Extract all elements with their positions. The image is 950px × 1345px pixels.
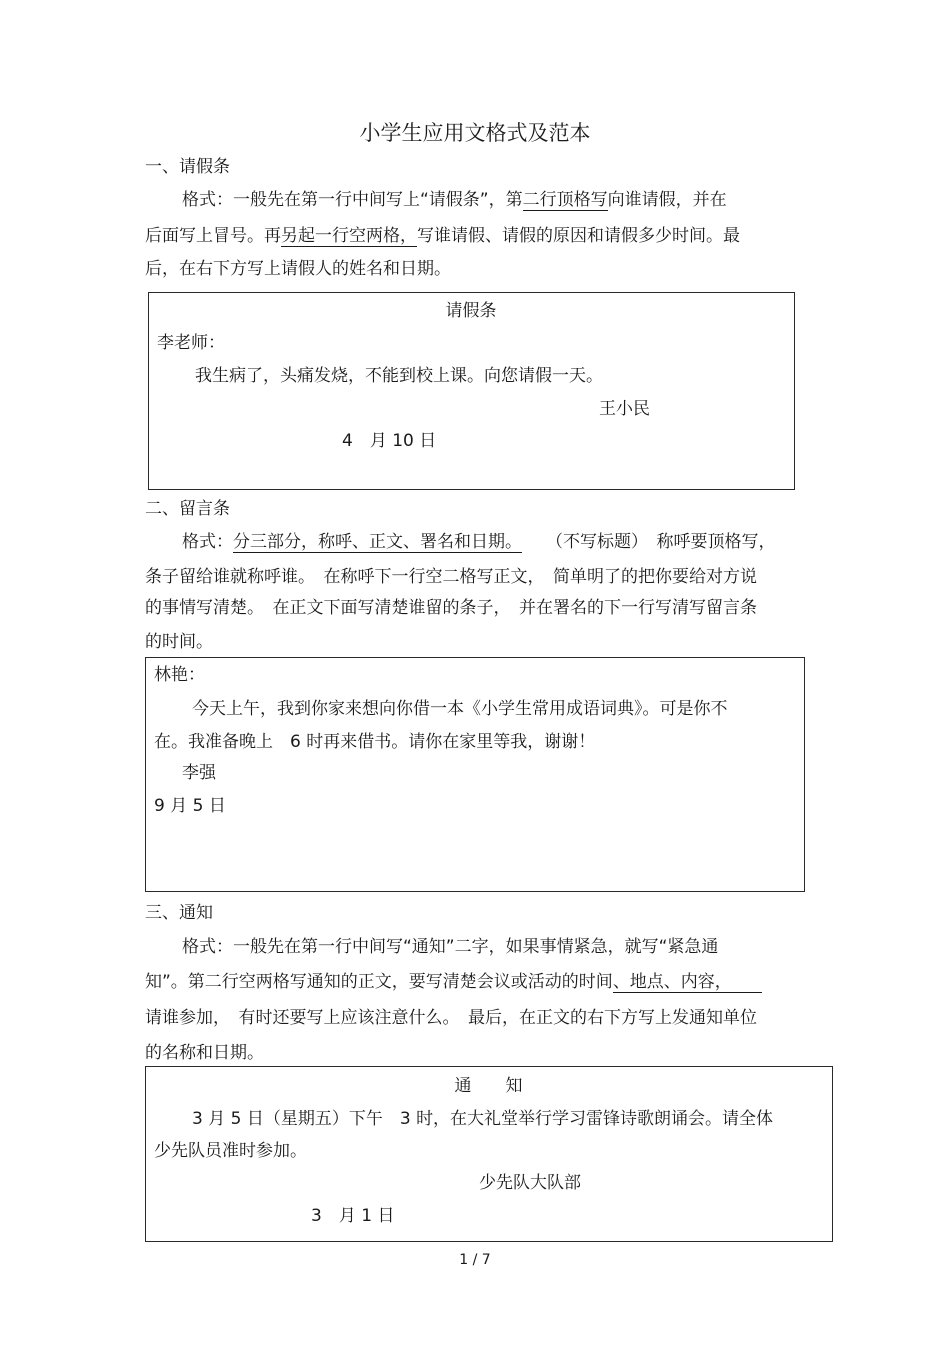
example-body: 少先队员准时参加。 — [154, 1141, 307, 1161]
example-box-message-note — [145, 657, 805, 892]
example-body: 今天上午，我到你家来想向你借一本《小学生常用成语词典》。可是你不 — [192, 699, 728, 719]
format-paragraph-line — [145, 972, 762, 992]
example-salutation: 李老师： — [157, 333, 225, 353]
format-paragraph-line — [182, 190, 727, 210]
format-paragraph-line: 格式：一般先在第一行中间写“通知”二字，如果事情紧急，就写“紧急通 — [182, 937, 719, 957]
format-text: 格式： — [182, 532, 233, 552]
format-paragraph-line: 后，在右下方写上请假人的姓名和日期。 — [145, 259, 451, 279]
format-paragraph-line: 的名称和日期。 — [145, 1043, 264, 1063]
example-body: 3 月 5 日（星期五）下午 3 时，在大礼堂举行学习雷锋诗歌朗诵会。请全体 — [192, 1109, 774, 1129]
example-date: 4 月 10 日 — [342, 431, 437, 451]
example-body: 在。我准备晚上 6 时再来借书。请你在家里等我，谢谢！ — [154, 732, 596, 752]
format-paragraph-line: 条子留给谁就称呼谁。 在称呼下一行空二格写正文， 简单明了的把你要给对方说 — [145, 567, 757, 587]
underlined-text: 另起一行空两格， — [281, 226, 417, 246]
format-text: 知”。第二行空两格写通知的正文，要写清楚会议或活动的时间 — [145, 972, 613, 992]
example-title: 通 知 — [454, 1076, 523, 1096]
underlined-text: 二行顶格写 — [522, 190, 608, 210]
example-signature: 少先队大队部 — [479, 1173, 581, 1193]
example-box-leave-note — [148, 292, 795, 490]
section-heading-notice: 三、通知 — [145, 903, 213, 923]
example-body: 我生病了，头痛发烧，不能到校上课。向您请假一天。 — [195, 366, 603, 386]
underlined-text: 分三部分，称呼、正文、署名和日期。 — [233, 532, 522, 552]
format-paragraph-line — [145, 226, 740, 246]
example-box-notice — [145, 1066, 833, 1242]
format-paragraph-line: 请谁参加， 有时还要写上应该注意什么。 最后，在正文的右下方写上发通知单位 — [145, 1008, 757, 1028]
format-text: 格式：一般先在第一行中间写上“请假条”，第 — [182, 190, 523, 210]
example-salutation: 林艳： — [154, 665, 205, 685]
example-title: 请假条 — [445, 301, 497, 321]
format-paragraph-line — [182, 532, 776, 552]
format-paragraph-line: 的事情写清楚。 在正文下面写清楚谁留的条子， 并在署名的下一行写清写留言条 — [145, 598, 757, 618]
example-date: 9 月 5 日 — [154, 796, 226, 816]
format-text: 后面写上冒号。再 — [145, 226, 281, 246]
example-signature: 李强 — [182, 763, 216, 783]
page-title: 小学生应用文格式及范本 — [359, 121, 591, 145]
example-date: 3 月 1 日 — [311, 1206, 395, 1226]
format-paragraph-line: 的时间。 — [145, 632, 213, 652]
example-signature: 王小民 — [599, 399, 650, 419]
format-text: 向谁请假，并在 — [607, 190, 727, 210]
format-text: （不写标题） 称呼要顶格写， — [546, 532, 776, 552]
format-text: 写谁请假、请假的原因和请假多少时间。最 — [417, 226, 740, 246]
section-heading-message-note: 二、留言条 — [145, 499, 230, 519]
page-number: 1 / 7 — [459, 1252, 491, 1268]
section-heading-leave-note: 一、请假条 — [145, 157, 230, 177]
underlined-text: 、地点、内容， — [613, 972, 762, 993]
